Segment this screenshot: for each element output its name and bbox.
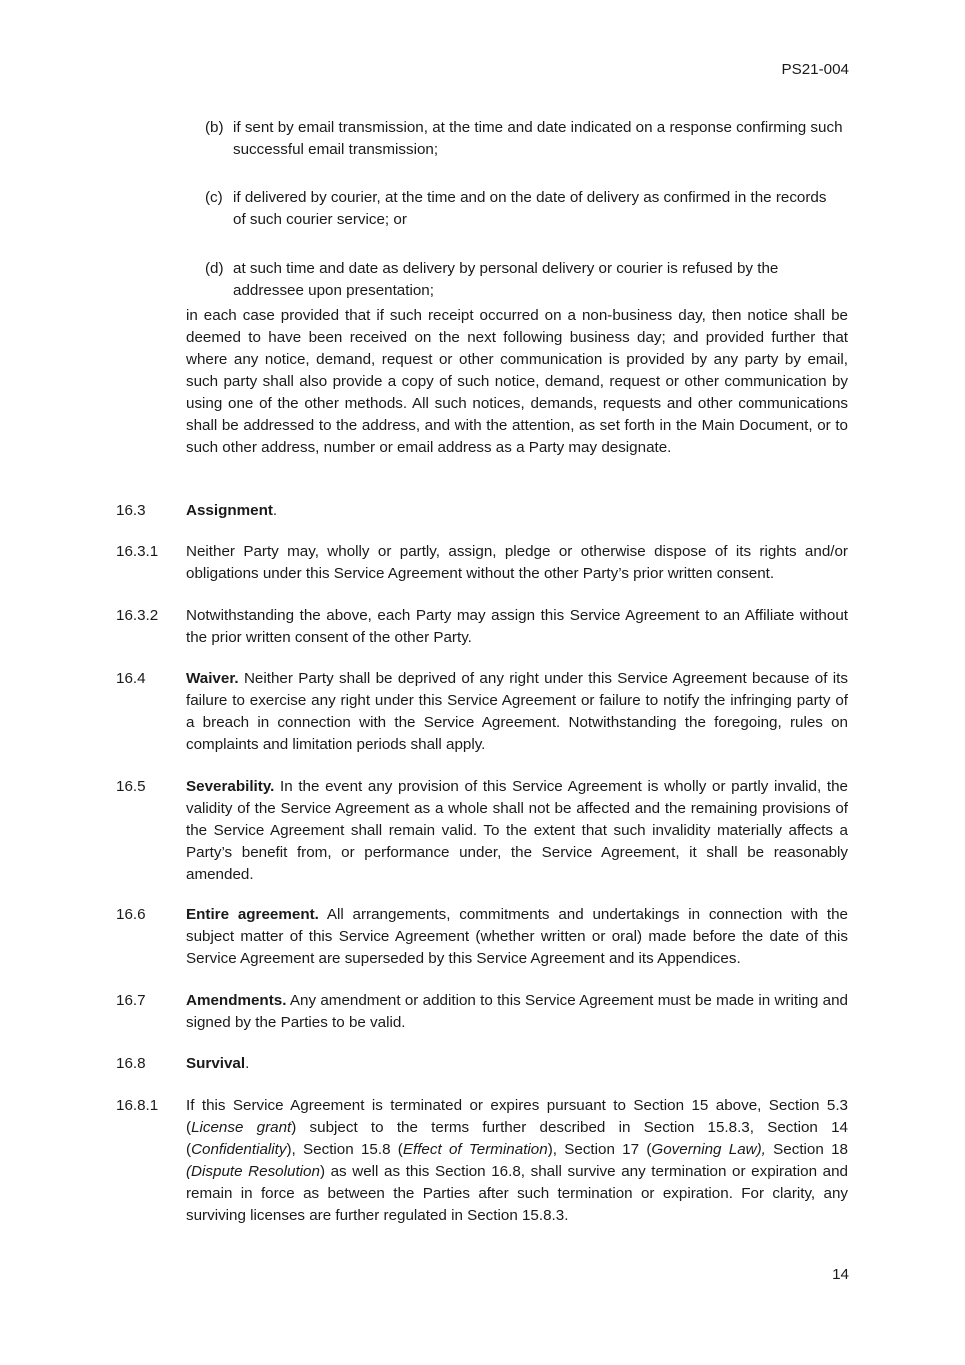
section-heading: Severability. xyxy=(186,778,275,795)
section-heading: Survival xyxy=(186,1055,246,1072)
section-heading: Entire agreement. xyxy=(186,906,319,923)
list-item-label: (b) xyxy=(205,119,224,136)
section-text: Notwithstanding the above, each Party may assign this Service Agreement to an Affiliate without the prior written consent of the other Party. xyxy=(186,607,848,646)
list-item-text: if delivered by courier, at the time and on the date of delivery as confirmed in the records of such courier service; or xyxy=(233,189,827,228)
section-text: Severability. In the event any provision of this Service Agreement is wholly or partly invalid, the validity of the Service Agreement as a whole shall not be affected and the remaining provisions of the Service Agreement shall remain valid. To the extent that such invalidity materially affects a Party’s benefit from, or performance under, the Service Agreement, it shall be reasonably amended. xyxy=(186,778,848,883)
section-number: 16.5 xyxy=(116,778,146,795)
list-item-text: at such time and date as delivery by personal delivery or courier is refused by the addressee upon presentation; xyxy=(233,260,779,299)
document-reference: PS21-004 xyxy=(781,61,849,78)
section-number: 16.8.1 xyxy=(116,1097,159,1114)
section-heading-line: Assignment. xyxy=(186,502,278,519)
section-number: 16.3 xyxy=(116,502,146,519)
section-heading: Amendments. xyxy=(186,992,287,1009)
section-number: 16.7 xyxy=(116,992,146,1009)
notice-continuation-paragraph: in each case provided that if such receipt occurred on a non-business day, then notice shall be deemed to have been received on the next following business day; and provided further that where any notice, demand, request or other communication is provided by any party by email, such party shall also provide a copy of such notice, demand, request or other communication by using one of the other methods. All such notices, demands, requests and other communications shall be addressed to the address, and with the attention, as set forth in the Main Document, or to such other address, number or email address as a Party may designate. xyxy=(186,307,848,456)
page-number: 14 xyxy=(832,1266,849,1283)
section-heading: Assignment xyxy=(186,502,273,519)
section-number: 16.3.1 xyxy=(116,543,159,560)
section-number: 16.8 xyxy=(116,1055,146,1072)
section-heading-line: Survival. xyxy=(186,1055,250,1072)
list-item-label: (c) xyxy=(205,189,223,206)
section-text: Amendments. Any amendment or addition to this Service Agreement must be made in writing and signed by the Parties to be valid. xyxy=(186,992,848,1031)
section-number: 16.4 xyxy=(116,670,146,687)
section-text: Entire agreement. All arrangements, commitments and undertakings in connection with the subject matter of this Service Agreement (whether written or oral) made before the date of this Service Agreement are superseded by this Service Agreement and its Appendices. xyxy=(186,906,848,967)
section-text: Neither Party may, wholly or partly, assign, pledge or otherwise dispose of its rights and/or obligations under this Service Agreement without the other Party’s prior written consent. xyxy=(186,543,848,582)
section-number: 16.3.2 xyxy=(116,607,159,624)
section-text: If this Service Agreement is terminated or expires pursuant to Section 15 above, Section 5.3 (License grant) subject to the terms further described in Section 15.8.3, Section 14 (Confidentiality), Section 15.8 (Effect of Termination), Section 17 (Governing Law), Section 18 (Dispute Resolution) as well as this Section 16.8, shall survive any termination or expiration and remain in force as between the Parties after such termination or expiration. For clarity, any surviving licenses are further regulated in Section 15.8.3. xyxy=(186,1097,848,1224)
section-text: Waiver. Neither Party shall be deprived of any right under this Service Agreement because of its failure to exercise any right under this Service Agreement or failure to notify the infringing party of a breach in connection with the Service Agreement. Notwithstanding the foregoing, rules on complaints and limitation periods shall apply. xyxy=(186,670,848,753)
list-item-label: (d) xyxy=(205,260,224,277)
section-heading: Waiver. xyxy=(186,670,239,687)
list-item-text: if sent by email transmission, at the time and date indicated on a response confirming such successful email transmission; xyxy=(233,119,843,158)
section-number: 16.6 xyxy=(116,906,146,923)
